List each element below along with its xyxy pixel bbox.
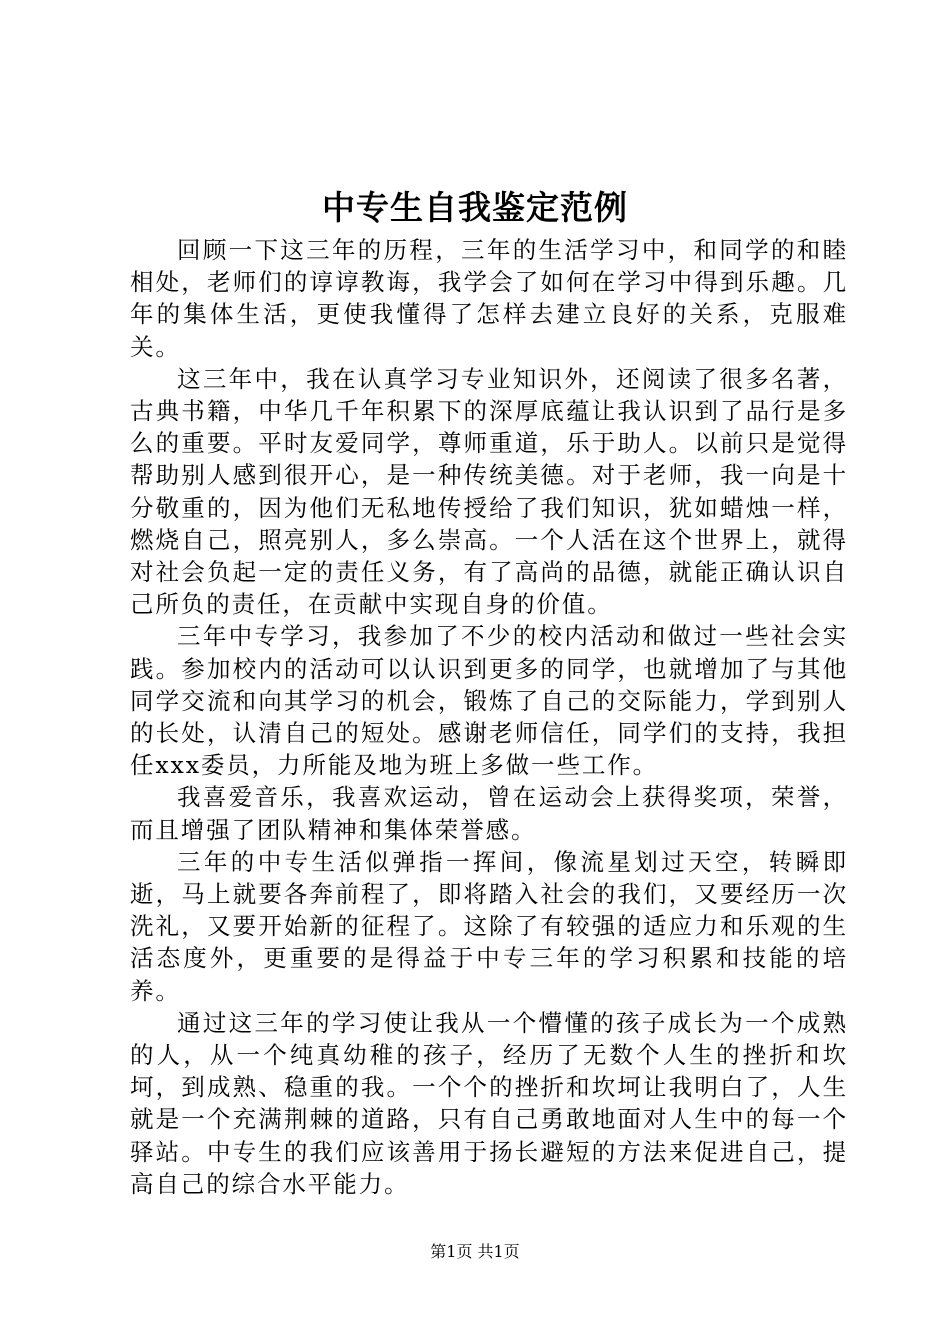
page-footer: 第1页 共1页 xyxy=(430,1242,520,1261)
paragraph-5: 三年的中专生活似弹指一挥间，像流星划过天空，转瞬即逝，马上就要各奔前程了，即将踏入社会的我们，又要经历一次洗礼，又要开始新的征程了。这除了有较强的适应力和乐观的生活态度外，更重要的是得益于中专三年的学习积累和技能的培养。 xyxy=(130,847,848,1005)
paragraph-6: 通过这三年的学习使让我从一个懵懂的孩子成长为一个成熟的人，从一个纯真幼稚的孩子，经历了无数个人生的挫折和坎坷，到成熟、稳重的我。一个个的挫折和坎坷让我明白了，人生就是一个充满荆棘的道路，只有自己勇敢地面对人生中的每一个驿站。中专生的我们应该善用于扬长避短的方法来促进自己，提高自己的综合水平能力。 xyxy=(130,1008,848,1198)
paragraph-4: 我喜爱音乐，我喜欢运动，曾在运动会上获得奖项，荣誉，而且增强了团队精神和集体荣誉感。 xyxy=(130,783,848,844)
document-title: 中专生自我鉴定范例 xyxy=(322,188,628,227)
paragraph-3: 三年中专学习，我参加了不少的校内活动和做过一些社会实践。参加校内的活动可以认识到更多的同学，也就增加了与其他同学交流和向其学习的机会，锻炼了自己的交际能力，学到别人的长处，认清自己的短处。感谢老师信任，同学们的支持，我担任xxx委员，力所能及地为班上多做一些工作。 xyxy=(130,622,848,780)
document-body xyxy=(130,234,848,1200)
paragraph-2: 这三年中，我在认真学习专业知识外，还阅读了很多名著，古典书籍，中华几千年积累下的深厚底蕴让我认识到了品行是多么的重要。平时友爱同学，尊师重道，乐于助人。以前只是觉得帮助别人感到很开心，是一种传统美德。对于老师，我一向是十分敬重的，因为他们无私地传授给了我们知识，犹如蜡烛一样，燃烧自己，照亮别人，多么崇高。一个人活在这个世界上，就得对社会负起一定的责任义务，有了高尚的品德，就能正确认识自己所负的责任，在贡献中实现自身的价值。 xyxy=(130,364,848,619)
paragraph-1: 回顾一下这三年的历程，三年的生活学习中，和同学的和睦相处，老师们的谆谆教诲，我学会了如何在学习中得到乐趣。几年的集体生活，更使我懂得了怎样去建立良好的关系，克服难关。 xyxy=(130,236,848,361)
